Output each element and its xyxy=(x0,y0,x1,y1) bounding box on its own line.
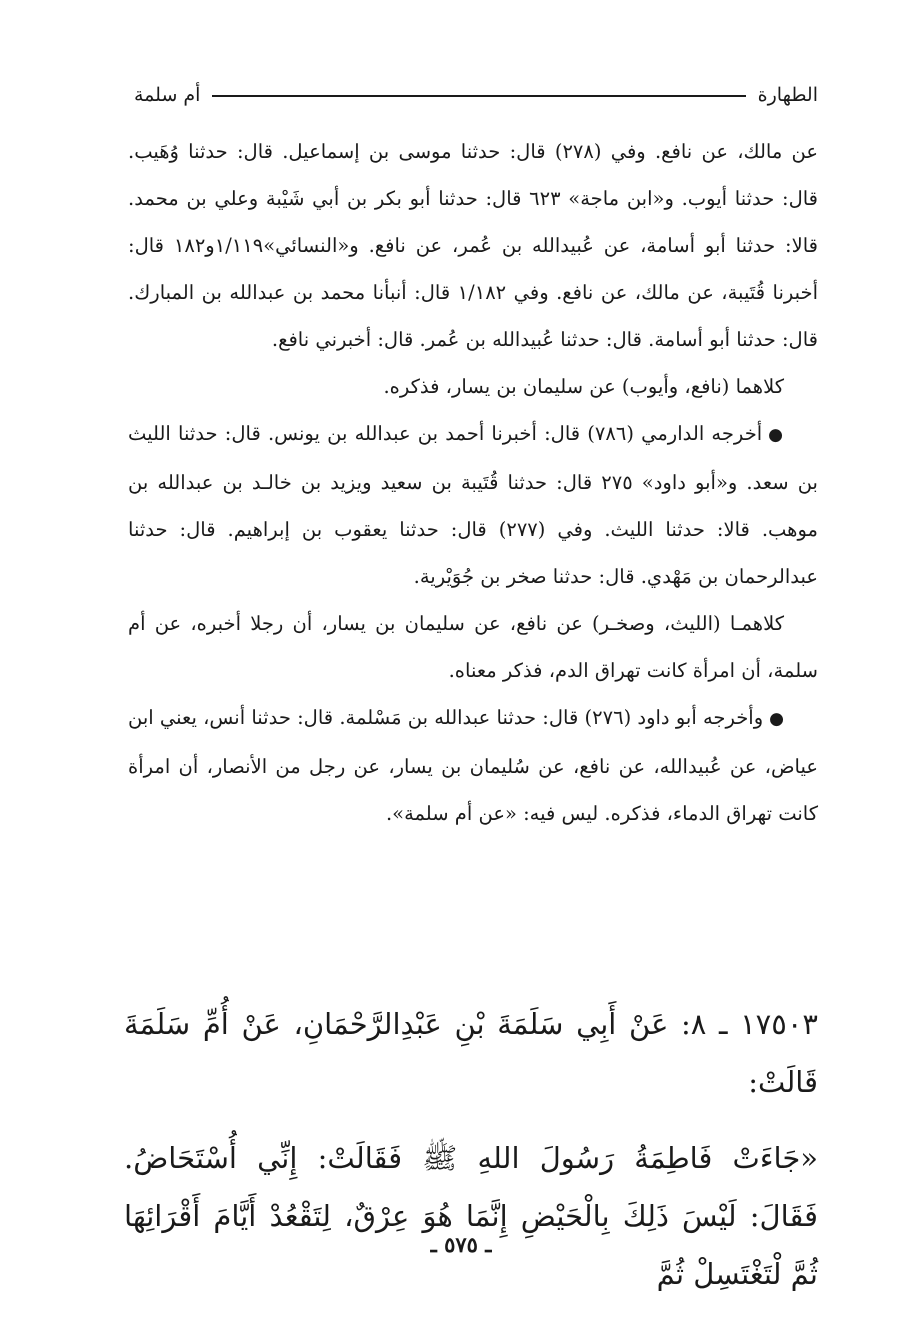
header-rule xyxy=(212,95,745,97)
paragraph-takhrij-2-text: أخرجه الدارمي (٧٨٦) قال: أخبرنا أحمد بن عبدالله بن يونس. قال: حدثنا الليث بن سعد. و«أبو داود» ٢٧٥ قال: حدثنا قُتَيبة بن سعيد ويزيد بن خالـد بن عبدالله بن موهب. قالا: حدثنا الليث. وفي (٢٧٧) قال: حدثنا يعقوب بن إبراهيم. قال: حدثنا عبدالرحمان بن مَهْدي. قال: حدثنا صخر بن جُوَيْرية. xyxy=(128,422,818,588)
paragraph-takhrij-3 xyxy=(128,694,818,837)
footnote-text-block xyxy=(128,128,818,837)
paragraph-takhrij-1: عن مالك، عن نافع. وفي (٢٧٨) قال: حدثنا موسى بن إسماعيل. قال: حدثنا وُهَيب. قال: حدثنا أيوب. و«ابن ماجة» ٦٢٣ قال: حدثنا أبو بكر بن أبي شَيْبة وعلي بن محمد. قالا: حدثنا أبو أسامة، عن عُبيدالله بن عُمر، عن نافع. و«النسائي»١/١١٩و١٨٢ قال: أخبرنا قُتَيبة، عن مالك، عن نافع. وفي ١/١٨٢ قال: أنبأنا محمد بن عبدالله بن المبارك. قال: حدثنا أبو أسامة. قال: حدثنا عُبيدالله بن عُمر. قال: أخبرني نافع. xyxy=(128,140,819,351)
paragraph-summary-2: كلاهمـا (الليث، وصخـر) عن نافع، عن سليمان بن يسار، أن رجلا أخبره، عن أم سلمة، أن امرأة كانت تهراق الدم، فذكر معناه. xyxy=(128,612,818,682)
page-number: ـ ٥٧٥ ـ xyxy=(430,1232,492,1257)
hadith-isnad: ١٧٥٠٣ ـ ٨: عَنْ أَبِي سَلَمَةَ بْنِ عَبْدِالرَّحْمَانِ، عَنْ أُمِّ سَلَمَةَ قَالَتْ: xyxy=(124,1007,818,1099)
header-chapter-title: الطهارة xyxy=(757,84,818,106)
header-section-title: أم سلمة xyxy=(134,84,201,106)
paragraph-summary-1: كلاهما (نافع، وأيوب) عن سليمان بن يسار، فذكره. xyxy=(383,375,784,398)
bullet-icon: ● xyxy=(769,709,785,729)
paragraph-takhrij-2 xyxy=(128,410,818,600)
hadith-matn: «جَاءَتْ فَاطِمَةُ رَسُولَ اللهِ ﷺ فَقَالَتْ: إِنِّي أُسْتَحَاضُ. فَقَالَ: لَيْسَ ذَلِكَ بِالْحَيْضِ إِنَّمَا هُوَ عِرْقٌ، لِتَقْعُدْ أَيَّامَ أَقْرَائِهَا ثُمَّ لْتَغْتَسِلْ ثُمَّ xyxy=(124,1141,818,1291)
bullet-icon: ● xyxy=(768,425,784,445)
paragraph-takhrij-3-text: وأخرجه أبو داود (٢٧٦) قال: حدثنا عبدالله بن مَسْلمة. قال: حدثنا أنس، يعني ابن عياض، عن عُبيدالله، عن نافع، عن سُليمان بن يسار، عن رجل من الأنصار، أن امرأة كانت تهراق الدماء، فذكره. ليس فيه: «عن أم سلمة». xyxy=(128,706,818,825)
running-header xyxy=(134,80,818,110)
